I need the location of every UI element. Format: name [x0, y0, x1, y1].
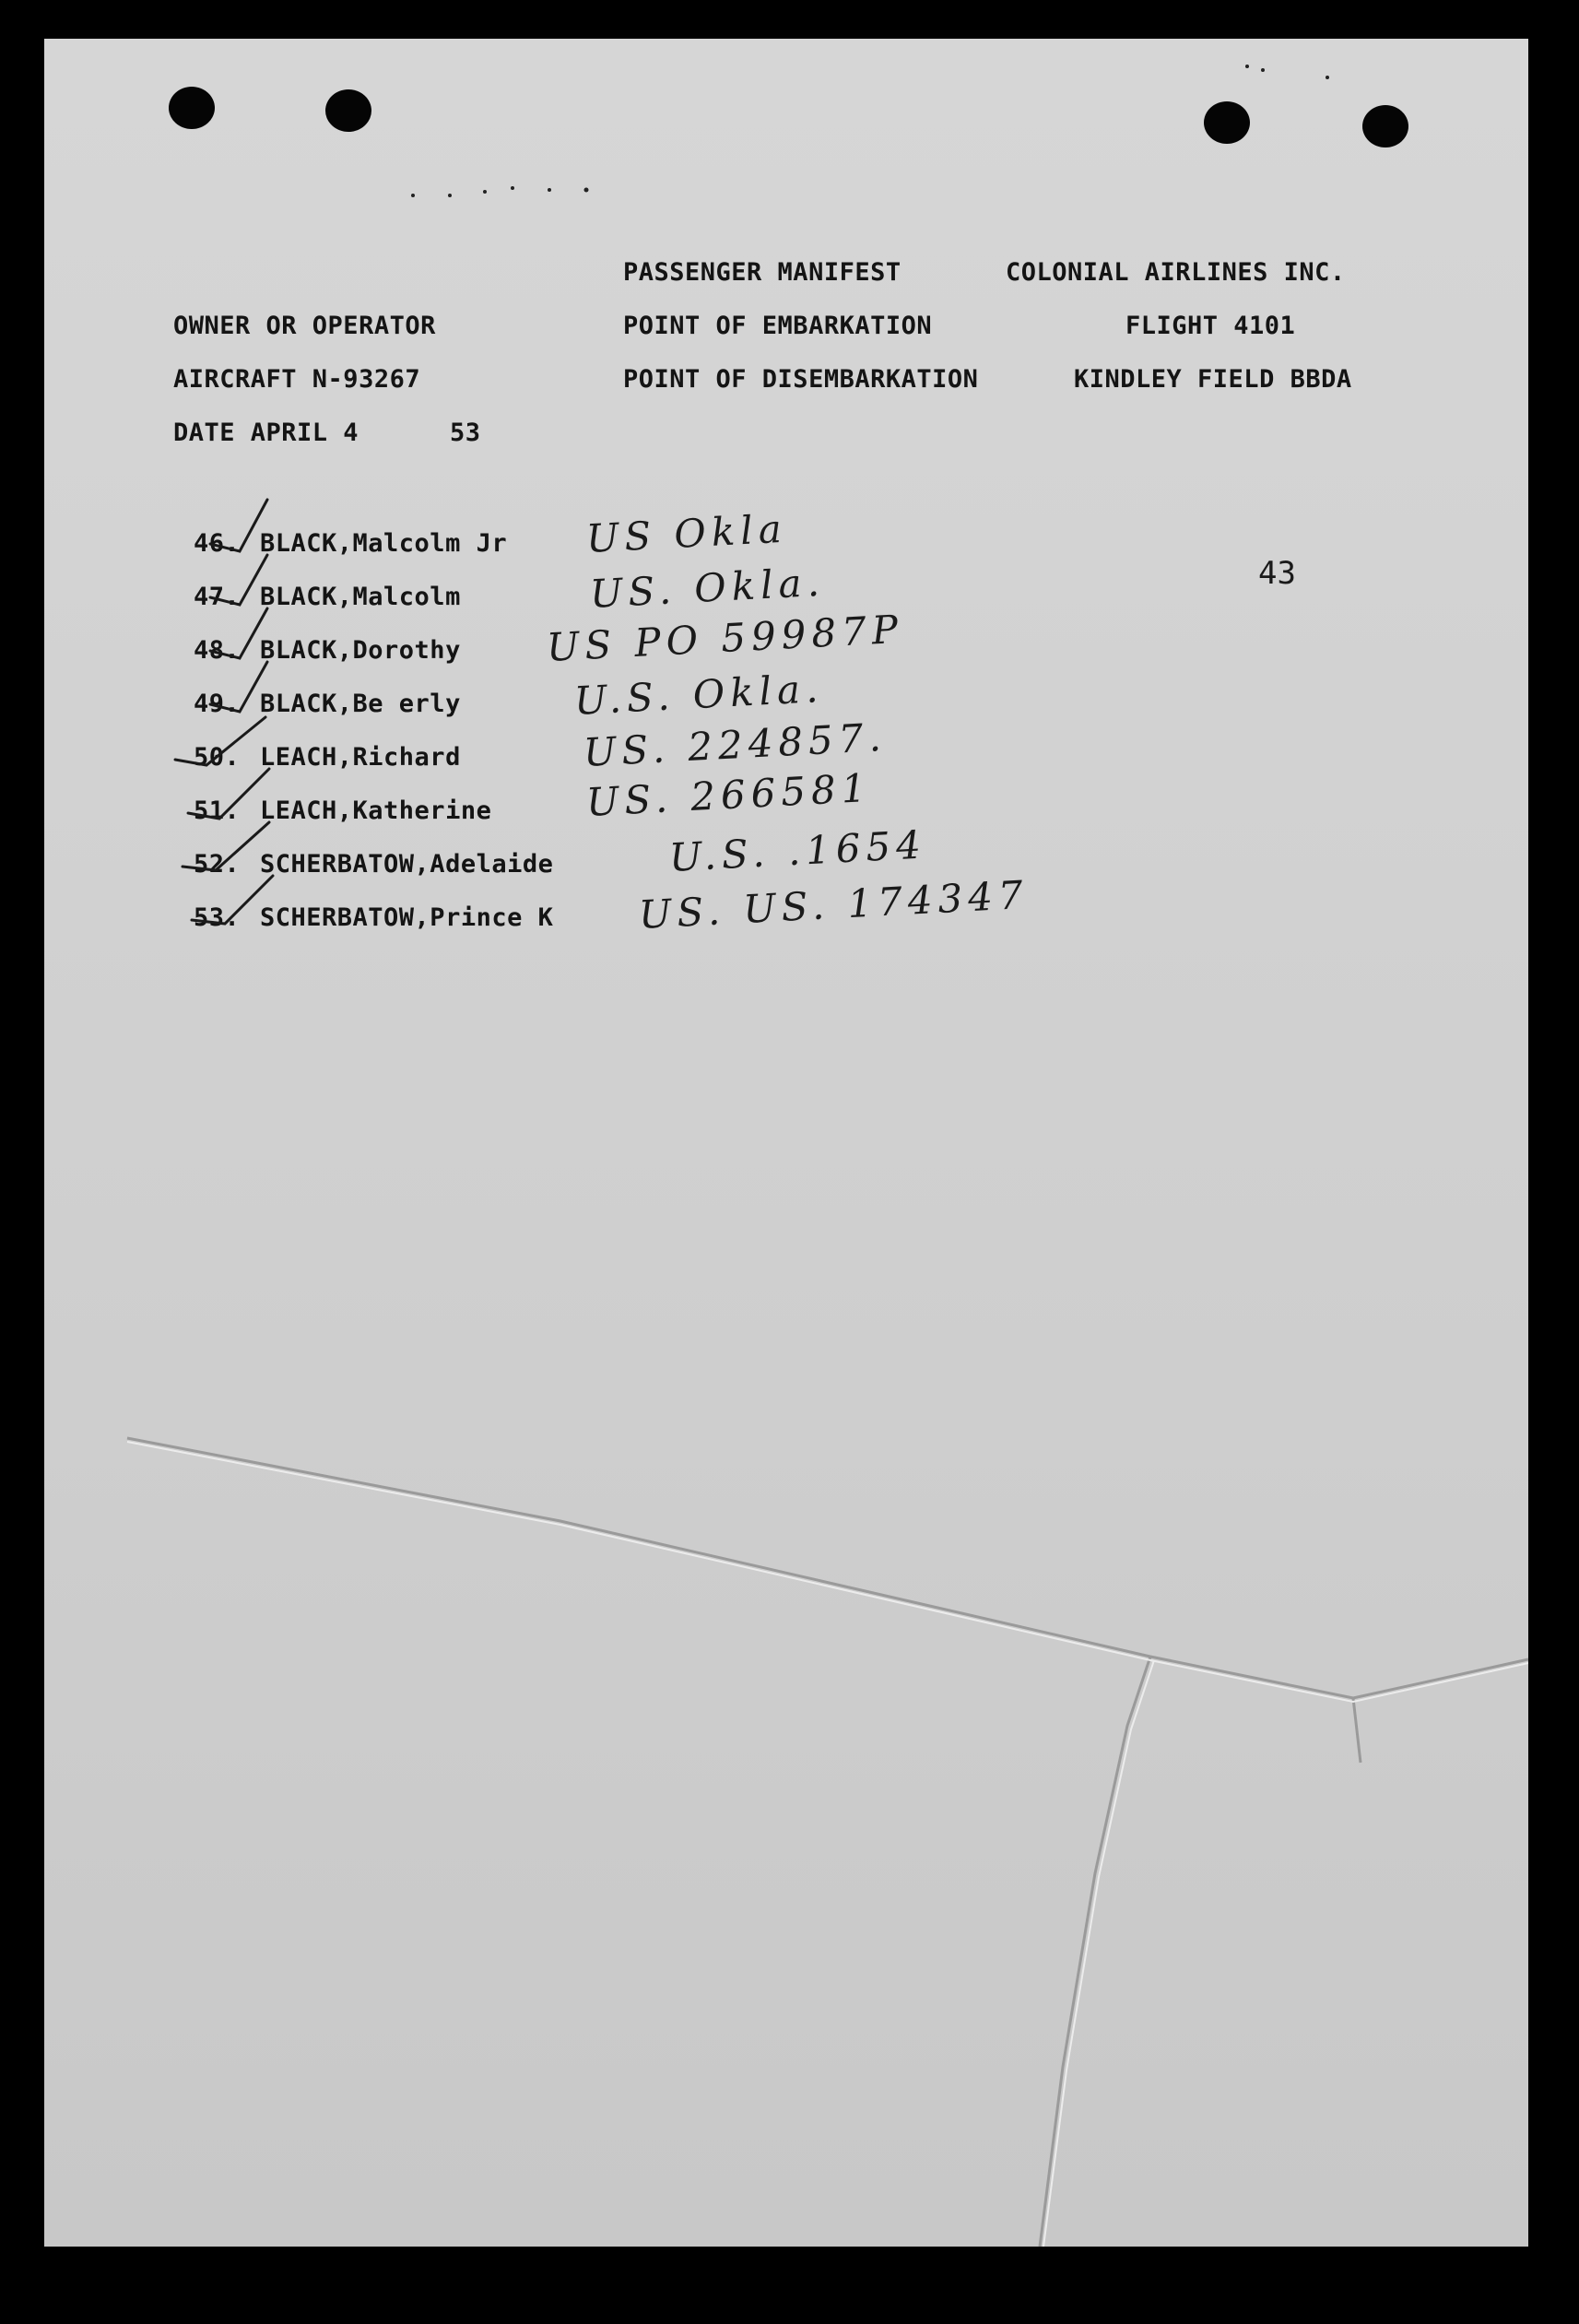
- passenger-number: 48.: [194, 636, 241, 665]
- check-mark-icon: [183, 822, 269, 870]
- passenger-number: 46.: [194, 529, 241, 558]
- passenger-name: BLACK,Dorothy: [260, 636, 461, 665]
- scan-marks-overlay: [44, 39, 1528, 2247]
- check-mark-icon: [175, 717, 265, 765]
- check-mark-icon: [210, 555, 267, 605]
- check-mark-icon: [210, 500, 267, 551]
- handwritten-passport-note: US. 266581: [584, 764, 873, 825]
- check-marks: [175, 500, 273, 924]
- passenger-name: LEACH,Richard: [260, 743, 461, 772]
- handwritten-nationality-note: U.S. Okla.: [572, 665, 825, 724]
- manifest-title: PASSENGER MANIFEST: [623, 258, 901, 287]
- handwritten-nationality-note: US. Okla.: [588, 559, 827, 617]
- passenger-name: LEACH,Katherine: [260, 796, 492, 825]
- passenger-number: 52.: [194, 850, 241, 879]
- aircraft-registration: AIRCRAFT N-93267: [173, 365, 421, 394]
- embarkation-label: POINT OF EMBARKATION: [623, 312, 933, 340]
- paper-creases: [127, 1438, 1528, 2247]
- carrier-name: COLONIAL AIRLINES INC.: [1006, 258, 1346, 287]
- disembarkation-label: POINT OF DISEMBARKATION: [623, 365, 979, 394]
- passenger-name: SCHERBATOW,Adelaide: [260, 850, 554, 879]
- passenger-name: BLACK,Be erly: [260, 690, 461, 718]
- passenger-name: BLACK,Malcolm: [260, 583, 461, 611]
- flight-number: FLIGHT 4101: [1125, 312, 1296, 340]
- passenger-name: SCHERBATOW,Prince K: [260, 903, 554, 932]
- check-mark-icon: [192, 876, 273, 924]
- paper-crease-shadows: [127, 1442, 1528, 2247]
- check-mark-icon: [210, 608, 267, 658]
- disembarkation-place: KINDLEY FIELD BBDA: [1074, 365, 1352, 394]
- stray-specks: [411, 65, 1329, 197]
- date-label: DATE APRIL 4: [173, 419, 359, 447]
- passenger-number: 50.: [194, 743, 241, 772]
- page-number: 43: [1258, 555, 1296, 592]
- passenger-number: 53.: [194, 903, 241, 932]
- passenger-name: BLACK,Malcolm Jr: [260, 529, 508, 558]
- handwritten-passport-note: US PO 59987P: [545, 606, 905, 670]
- owner-operator-label: OWNER OR OPERATOR: [173, 312, 436, 340]
- handwritten-passport-note: U.S. .1654: [667, 821, 928, 880]
- handwritten-passport-note: US. US. 174347: [637, 871, 1030, 938]
- date-year: 53: [450, 419, 481, 447]
- passenger-number: 51.: [194, 796, 241, 825]
- handwritten-passport-note: US. 224857.: [582, 714, 888, 775]
- manifest-sheet: [44, 39, 1528, 2247]
- passenger-number: 47.: [194, 583, 241, 611]
- check-mark-icon: [188, 769, 269, 819]
- handwritten-nationality-note: US Okla: [584, 505, 788, 561]
- passenger-number: 49.: [194, 690, 241, 718]
- check-mark-icon: [210, 662, 267, 712]
